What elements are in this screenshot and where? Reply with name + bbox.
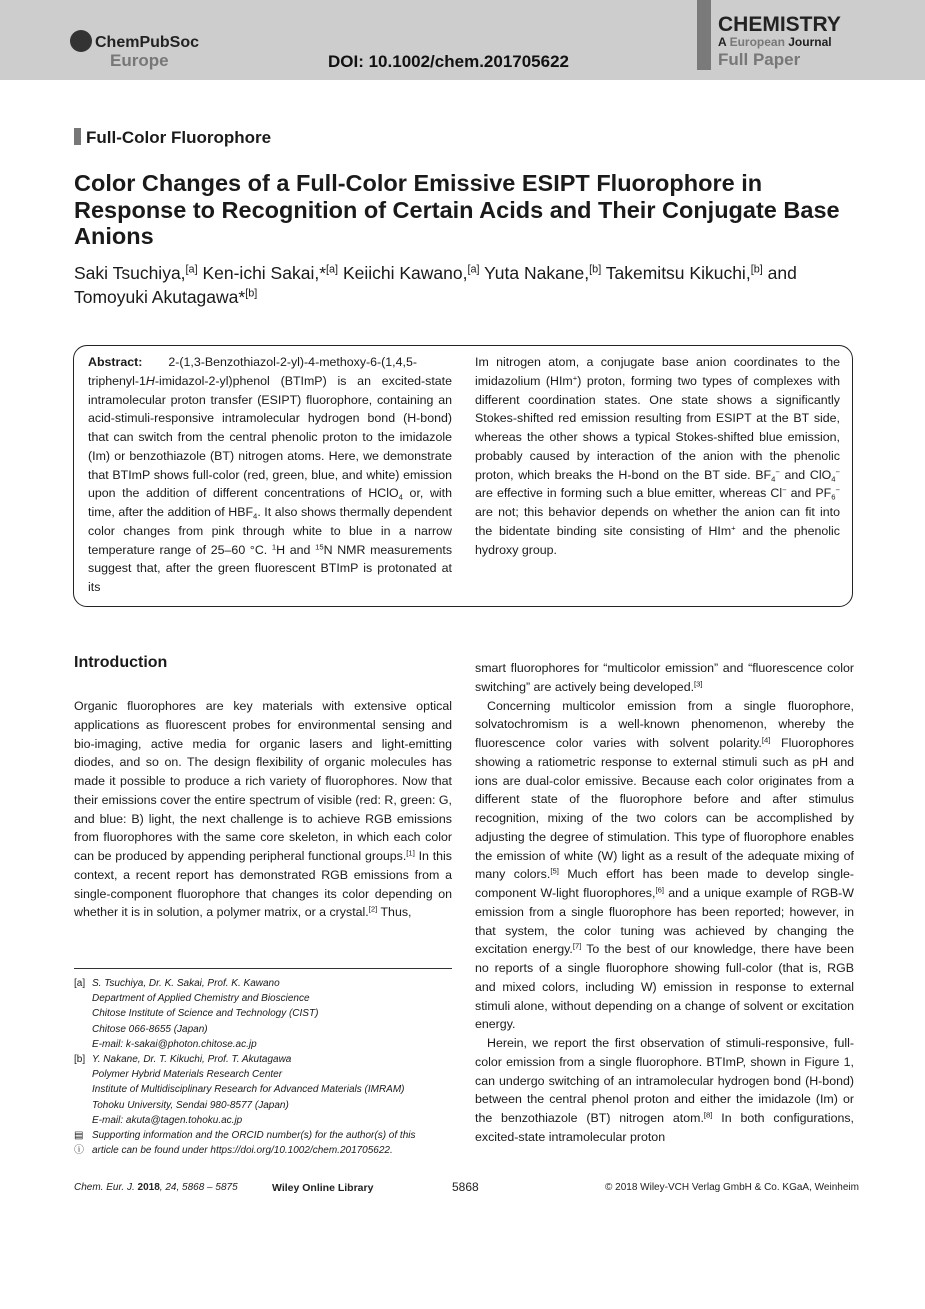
footnote-line: E-mail: k-sakai@photon.chitose.ac.jp — [92, 1038, 257, 1050]
text-segment: H — [145, 373, 155, 388]
volume-pages: , 24, 5868 – 5875 — [159, 1182, 238, 1193]
footnote-line: Tohoku University, Sendai 980-8577 (Japan) — [92, 1099, 289, 1111]
text-segment: To the best of our knowledge, there have been no reports of a single fluorophore showing full-color (that is, RGB and mixed colors, including W) emission in response to external stimuli alone, without depending on a change of solvent or excitation energy. — [475, 942, 855, 1032]
intro-paragraph-4 — [475, 1034, 854, 1147]
text-segment: Concerning multicolor emission from a single fluorophore, solvatochromism is a well-known phenomenon, whereby the fluorescence color varies with solvent polarity. — [475, 698, 854, 750]
text-segment: In both configurations, excited-state intramolecular proton — [475, 1111, 854, 1144]
subscript: 4 — [398, 492, 403, 502]
journal-header — [0, 0, 925, 80]
article-type: Full Paper — [718, 50, 801, 69]
abstract-right — [475, 353, 840, 559]
text-segment: Im nitrogen atom, a conjugate base anion coordinates to the imidazolium (HIm — [475, 355, 840, 388]
text-segment: Fluorophores showing a ratiometric response to external stimuli such as pH and ions are dual-color emissive. Because each color originates from a different state of the fluorophore before and after stimulus recognition, mixing of the two colors can be accomplished by adjusting the degree of stimulation. This type of fluorophore enables the emission of white (W) light as a result of the adequate mixing of many colors. — [475, 736, 855, 882]
superscript: [a] — [467, 263, 480, 276]
authors — [74, 261, 854, 309]
article-title: Color Changes of a Full-Color Emissive ESIPT Fluorophore in Response to Recognition of Certain Acids and Their Conjugate Base Anions — [74, 170, 840, 249]
superscript: − — [782, 485, 787, 495]
intro-right — [475, 659, 854, 1147]
text-segment: . It also shows thermally dependent color changes from pink through white to blue in a narrow temperature range of 25–60 °C. — [88, 505, 452, 557]
superscript: [b] — [750, 263, 763, 276]
text-segment: Saki Tsuchiya, — [74, 263, 186, 283]
footnote-line: Supporting information and the ORCID number(s) for the author(s) of this — [92, 1130, 416, 1142]
superscript: [1] — [406, 848, 415, 858]
page-number: 5868 — [452, 1180, 479, 1194]
superscript: [4] — [761, 735, 771, 745]
text-segment: and a unique example of RGB-W emission from a single fluorophore has been reported; however, in that system, the color tuning was achieved by changing the excitation energy. — [475, 886, 854, 957]
text-segment: Herein, we report the first observation of stimuli-responsive, full-color emission from a single fluorophore. BTImP, shown in Figure 1, can undergo switching of an intramolecular hydrogen bond (H-bond) between the central phenol proton and either the imidazole (Im) or the benzothiazole (BT) nitrogen atom. — [475, 1036, 854, 1125]
sub-a: A — [718, 35, 730, 49]
copyright: © 2018 Wiley-VCH Verlag GmbH & Co. KGaA, Weinheim — [605, 1182, 859, 1193]
superscript: − — [835, 485, 840, 495]
intro-left — [74, 697, 452, 922]
section-label — [74, 128, 271, 148]
footnote-line: Department of Applied Chemistry and Bioscience — [92, 993, 310, 1005]
footnote-line: Y. Nakane, Dr. T. Kikuchi, Prof. T. Akutagawa — [92, 1054, 292, 1066]
superscript: [5] — [550, 866, 559, 876]
superscript: [7] — [572, 941, 582, 951]
footer-citation — [74, 1182, 238, 1193]
affil-label-a: [a] — [74, 978, 86, 989]
abstract-left — [88, 353, 452, 597]
text-segment: Yuta Nakane, — [479, 263, 590, 283]
supporting-info-icon: ▤ ⓘ — [74, 1130, 84, 1157]
footnote-line: Chitose Institute of Science and Technology (CIST) — [92, 1008, 319, 1020]
superscript: − — [835, 466, 840, 476]
text-segment: ) proton, forming two types of complexes with different coordination states. One state shows a significantly Stokes-shifted red emission resulting from ESIPT at the BT side, whereas the other shows a typical Stokes-shifted blue emission, probably caused by interaction of the anion with the phenolic proton, which breaks the H-bond on the BT side. BF — [475, 373, 841, 482]
affil-label-b: [b] — [74, 1054, 86, 1066]
intro-paragraph-2 — [475, 659, 854, 697]
superscript: [8] — [703, 1110, 713, 1120]
wiley-online-library[interactable]: Wiley Online Library — [272, 1182, 374, 1194]
text-segment: are effective in forming such a blue emitter, whereas Cl — [475, 486, 783, 501]
superscript: [2] — [368, 904, 378, 914]
intro-paragraph-3 — [475, 697, 854, 1035]
journal-subtitle — [718, 36, 841, 49]
sub-c: Journal — [784, 35, 832, 49]
superscript: [6] — [655, 885, 664, 895]
text-segment: Organic fluorophores are key materials with extensive optical applications as fluorescent probes for environmental sensing and bio-imaging, active media for organic lasers and light-emitting diodes, and so on. The design flexibility of organic molecules has made it possible to produce a rich variety of fluorophores. Now that their emissions cover the entire spectrum of visible (red: R, green: G, and blue: B) light, the next challenge is to achieve RGB emissions from fluorophores with the same core skeleton, in which each color can be produced by appending peripheral functional groups. — [74, 699, 452, 863]
superscript: + — [731, 523, 736, 533]
abstract-text-left — [88, 355, 452, 594]
journal-abbr: Chem. Eur. J. — [74, 1182, 135, 1193]
text-segment: H and — [276, 542, 316, 557]
text-segment: Keiichi Kawano, — [338, 263, 468, 283]
footnote-line: S. Tsuchiya, Dr. K. Sakai, Prof. K. Kawano — [92, 978, 280, 989]
footnote-line: Polymer Hybrid Materials Research Center — [92, 1069, 283, 1081]
chempubsoc-logo — [70, 30, 199, 70]
footnote-divider — [74, 968, 452, 969]
superscript: [a] — [185, 263, 198, 276]
abstract-label: Abstract: — [88, 355, 143, 369]
text-segment: Thus, — [377, 905, 412, 920]
text-segment: In this context, a recent report has demonstrated RGB emissions from a single-component fluorophore that changes its color depending on whether it is in solution, a polymer matrix, or a crystal. — [74, 849, 452, 920]
superscript: 1 — [271, 541, 277, 551]
year: 2018 — [137, 1182, 160, 1193]
text-segment: and ClO — [779, 467, 832, 482]
subscript: 4 — [771, 473, 776, 483]
publisher-name: ChemPubSoc — [95, 34, 200, 51]
superscript: 15 — [315, 541, 324, 551]
sub-b: European — [729, 35, 785, 49]
superscript: [b] — [245, 287, 258, 300]
affil-b — [92, 1052, 405, 1128]
superscript: [b] — [589, 263, 602, 276]
superscript: − — [775, 466, 780, 476]
affil-a — [92, 976, 318, 1052]
doi[interactable]: DOI: 10.1002/chem.201705622 — [328, 52, 570, 71]
footnote-line: article can be found under https://doi.org/10.1002/chem.201705622. — [92, 1145, 393, 1157]
text-segment: 2-(1,3-Benzothiazol-2-yl)-4-methoxy-6-(1,4,5-triphenyl-1 — [88, 355, 417, 388]
subscript: 6 — [831, 492, 836, 502]
star-logo-icon — [70, 30, 92, 52]
footnote-line: Institute of Multidisciplinary Research for Advanced Materials (IMRAM) — [92, 1084, 405, 1096]
text-segment: and the phenolic hydroxy group. — [475, 523, 840, 557]
section-label-text: Full-Color Fluorophore — [86, 128, 272, 147]
section-bar — [74, 128, 81, 145]
supporting-info[interactable] — [92, 1128, 415, 1158]
text-segment: Much effort has been made to develop single-component W-light fluorophores, — [475, 867, 854, 900]
footnote-line: Chitose 066-8655 (Japan) — [92, 1023, 208, 1035]
text-segment: smart fluorophores for “multicolor emission” and “fluorescence color switching” are actively being developed. — [475, 661, 854, 694]
publisher-region: Europe — [110, 51, 169, 70]
journal-bar — [697, 0, 711, 70]
superscript: [a] — [326, 263, 339, 276]
journal-title — [718, 14, 841, 71]
text-segment: and Tomoyuki Akutagawa* — [74, 263, 797, 307]
affiliations — [74, 976, 454, 1158]
journal-name: CHEMISTRY — [718, 13, 841, 36]
text-segment: Ken-ichi Sakai,* — [197, 263, 327, 283]
text-segment: N NMR measurements suggest that, after the green fluorescent BTImP is protonated at its — [88, 542, 453, 594]
abstract-text-right — [475, 353, 840, 559]
intro-heading: Introduction — [74, 654, 168, 671]
superscript: + — [572, 373, 578, 383]
intro-paragraph-1 — [74, 697, 452, 922]
text-segment: Takemitsu Kikuchi, — [601, 263, 751, 283]
footnote-line: E-mail: akuta@tagen.tohoku.ac.jp — [92, 1114, 243, 1126]
text-segment: -imidazol-2-yl)phenol (BTImP) is an excited-state intramolecular proton transfer (ESIPT) fluorophore, containing an acid-stimuli-responsive intramolecular hydrogen bond (H-bond) that can switch from the central phenolic proton to the imidazole (Im) or benzothiazole (BT) nitrogen atoms. Here, we demonstrate that BTImP shows full-color (red, green, blue, and white) emission upon the addition of different concentrations of HClO — [88, 373, 452, 501]
text-segment: and PF — [786, 486, 832, 501]
subscript: 4 — [831, 473, 836, 483]
subscript: 4 — [253, 511, 258, 521]
text-segment: or, with time, after the addition of HBF — [88, 486, 452, 519]
superscript: [3] — [694, 679, 703, 689]
text-segment: are not; this behavior depends on whether the anion can fit into the bidentate binding site consisting of HIm — [475, 505, 840, 538]
